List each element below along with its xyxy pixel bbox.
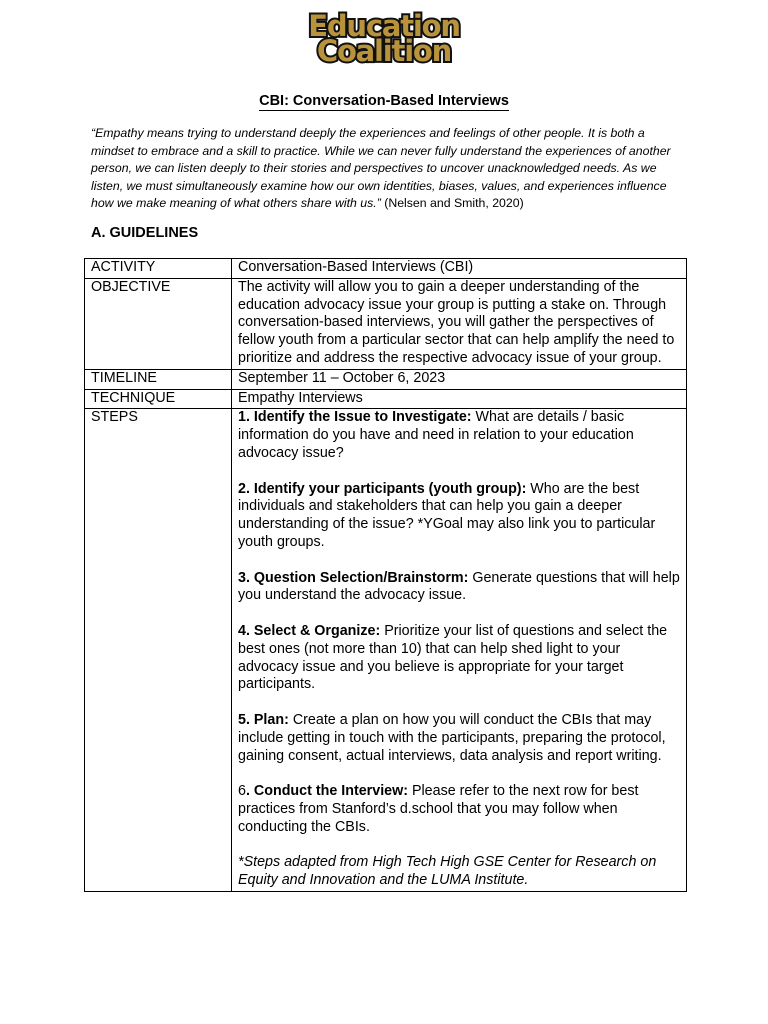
step-text: Create a plan on how you will conduct the CBIs that may include getting in touch with the participants, preparing the protocol, gaining consent, actual interviews, data analysis and report writing. (238, 711, 666, 764)
epigraph-quote (91, 125, 687, 213)
step-heading: . Conduct the Interview: (245, 783, 408, 800)
step-6 (238, 783, 682, 836)
step-heading: 2. Identify your participants (youth group): (238, 480, 527, 497)
table-row (85, 409, 687, 892)
steps-source-note: *Steps adapted from High Tech High GSE Center for Research on Equity and Innovation and the LUMA Institute. (238, 854, 657, 889)
step-2 (238, 481, 682, 552)
step-3 (238, 570, 682, 606)
step-heading: 4. Select & Organize: (238, 622, 381, 639)
step-text: Generate questions that will help you understand the advocacy issue. (238, 569, 680, 604)
quote-text: “Empathy means trying to understand deeply the experiences and feelings of other people. It is both a mindset to embrace and a skill to practice. While we can never fully understand the experiences of another person, we can listen deeply to their stories and perspectives to uncover unacknowledged needs. As we listen, we must simultaneously examine how our own identities, biases, values, and experiences influence how we make meaning of what others share with us.” (91, 126, 671, 211)
row-label-timeline: TIMELINE (85, 369, 232, 389)
step-text: Please refer to the next row for best practices from Stanford’s d.school that you may follow when conducting the CBIs. (238, 783, 639, 835)
step-number: 6 (238, 783, 246, 800)
row-value-objective: The activity will allow you to gain a deeper understanding of the education advocacy issue your group is putting a stake on. Through conversation-based interviews, you will gather the perspectives of fellow youth from a particular sector that can help amplify the need to prioritize and address the respective advocacy issue of your group. (232, 278, 687, 369)
step-heading: 5. Plan: (238, 711, 289, 728)
document-title (0, 93, 768, 109)
row-label-activity: ACTIVITY (85, 259, 232, 279)
logo-line-2: Coalition (316, 33, 452, 68)
row-label-objective: OBJECTIVE (85, 278, 232, 369)
step-text: Who are the best individuals and stakeholders that can help you gain a deeper understanding of the issue? *YGoal may also link you to particular youth groups. (238, 480, 656, 550)
step-1 (238, 409, 682, 462)
guidelines-table (84, 258, 687, 892)
row-value-timeline: September 11 – October 6, 2023 (232, 369, 687, 389)
table-row (85, 278, 687, 369)
row-label-steps: STEPS (85, 409, 232, 892)
quote-citation: (Nelsen and Smith, 2020) (380, 196, 524, 211)
logo-line-1: Education (308, 9, 460, 43)
table-row (85, 389, 687, 409)
row-value-activity: Conversation-Based Interviews (CBI) (232, 259, 687, 279)
step-text: What are details / basic information do you have and need in relation to your education advocacy issue? (238, 409, 634, 461)
row-value-technique: Empathy Interviews (232, 389, 687, 409)
step-text: Prioritize your list of questions and select the best ones (not more than 10) that can help shed light to your advocacy issue and you believe is appropriate for your target participants. (238, 622, 668, 693)
education-coalition-logo (0, 9, 768, 68)
section-heading-guidelines: A. GUIDELINES (91, 225, 199, 241)
step-heading: 3. Question Selection/Brainstorm: (238, 569, 469, 586)
row-value-steps (232, 409, 687, 892)
step-4 (238, 623, 682, 694)
step-5 (238, 712, 682, 765)
document-title-text: CBI: Conversation-Based Interviews (259, 93, 509, 109)
step-heading: 1. Identify the Issue to Investigate: (238, 409, 472, 426)
table-row (85, 369, 687, 389)
table-row (85, 259, 687, 279)
row-label-technique: TECHNIQUE (85, 389, 232, 409)
